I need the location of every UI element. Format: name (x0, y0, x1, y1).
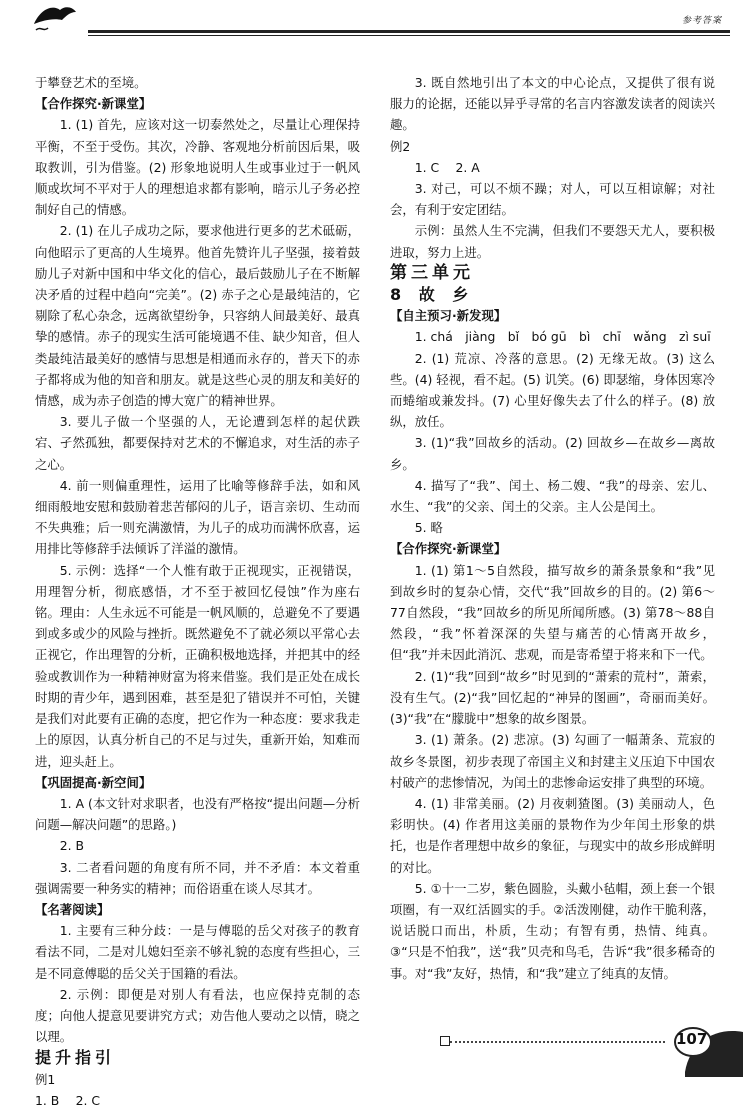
paragraph: 1. A (本文针对求职者，也没有严格按“提出问题—分析问题—解决问题”的思路。) (35, 795, 360, 833)
paragraph: 3. 二者看问题的角度有所不同，并不矛盾：本文着重强调需要一种务实的精神；而俗语重在谈人尽其才。 (35, 859, 360, 896)
paragraph: 示例：虽然人生不完满，但我们不要怨天尤人，要积极进取，努力上进。 (390, 223, 715, 260)
left-column (35, 72, 360, 1111)
paragraph: 3. (1)“我”回故乡的活动。(2) 回故乡—在故乡—离故乡。 (390, 435, 715, 472)
unit-title: 第三单元 (390, 262, 474, 283)
section-heading: 【自主预习·新发现】 (390, 308, 507, 324)
paragraph: 4. (1) 非常美丽。(2) 月夜刺猹图。(3) 美丽动人，色彩明快。(4) 作者用这美丽的景物作为少年闰土形象的烘托，也是作者理想中故乡的象征，与现实中的故乡形成鲜明的对比。 (390, 795, 715, 875)
lesson-title: 8 故 乡 (390, 285, 475, 305)
paragraph: 3. 对己，可以不烦不躁；对人，可以互相谅解；对社会，有利于安定团结。 (390, 181, 715, 218)
text-line: 例1 (35, 1071, 56, 1087)
paragraph: 1. chá jiàng bǐ bó gū bì chī wǎng zì suī (414, 329, 711, 345)
paragraph: 4. 前一则偏重理性，运用了比喻等修辞手法，如和风细雨般地安慰和鼓励着悲苦郁闷的儿子，语言亲切、生动而不失典雅；后一则充满激情，为儿子的成功而满怀欣喜，运用排比等修辞手法倾诉了洋溢的激情。 (35, 477, 360, 557)
paragraph: 3. (1) 萧条。(2) 悲凉。(3) 勾画了一幅萧条、荒寂的故乡冬景图，初步表现了帝国主义和封建主义压迫下中国农村破产的悲惨情况，为闰土的悲惨命运安排了典型的环境。 (390, 732, 715, 790)
section-heading: 【名著阅读】 (35, 901, 110, 917)
guide-title: 提升指引 (35, 1048, 116, 1068)
footer-square-icon (440, 1036, 450, 1046)
page-header (0, 0, 750, 46)
header-rule (88, 30, 730, 33)
paragraph: 2. (1)“我”回到“故乡”时见到的“萧索的荒村”，萧索，没有生气。(2)“我”回忆起的“神异的图画”，奇丽而美好。(3)“我”在“朦胧中”想象的故乡图景。 (390, 668, 715, 727)
paragraph: 5. ①十一二岁，紫色圆脸，头戴小毡帽，颈上套一个银项圈，有一双红活圆实的手。②活泼刚健，动作干脆利落，说话脱口而出，朴质，生动；有智有勇，热情、纯真。③“只是不怕我”，送“我”贝壳和鸟毛，告诉“我”很多稀奇的事。对“我”友好，热情，和“我”建立了纯真的友情。 (390, 880, 715, 981)
paragraph: 2. (1) 在儿子成功之际，要求他进行更多的艺术砥砺，向他昭示了更高的人生境界。他首先赞许儿子坚强，接着鼓励儿子对新中国和中华文化的信心，最后鼓励儿子在不断解决矛盾的过程中趋向“完美”。(2) 赤子之心是最纯洁的，它剔除了私心杂念，远离欲望纷争，只容纳人间最美好、最真挚的感情。赤子的现实生活可能境遇不佳、缺少知音，但人类最纯洁最美好的感情与思想是相通而永存的，普天下的赤子都将成为他的知音和朋友。就是这些心灵的朋友和美好的情感，成为赤子创造的博大宽广的精神世界。 (35, 223, 360, 409)
paragraph: 1. C 2. A (414, 159, 480, 175)
paragraph: 2. B (59, 838, 85, 854)
footer-dotted-rule (450, 1041, 665, 1043)
header-rule-thin (88, 35, 730, 36)
text-line: 例2 (390, 138, 411, 154)
section-heading: 【巩固提高·新空间】 (35, 774, 152, 790)
paragraph: 1. 主要有三种分歧：一是与傅聪的岳父对孩子的教育看法不同，二是对儿媳妇至亲不够礼貌的态度有些担心，三是不同意傅聪的岳父关于国籍的看法。 (35, 923, 360, 981)
paragraph: 2. 示例：即便是对别人有看法，也应保持克制的态度；向他人提意见要讲究方式；劝告他人要动之以情，晓之以理。 (35, 986, 360, 1045)
paragraph: 4. 描写了“我”、闰土、杨二嫂、“我”的母亲、宏儿、水生、“我”的父亲、闰土的父亲。主人公是闰土。 (390, 477, 715, 515)
paragraph: 3. 要儿子做一个坚强的人，无论遭到怎样的起伏跌宕、孑然孤独，都要保持对艺术的不懈追求，对生活的赤子之心。 (35, 414, 360, 472)
paragraph: 1. (1) 第1～5自然段，描写故乡的萧条景象和“我”见到故乡时的复杂心情，交代“我”回故乡的目的。(2) 第6～77自然段，“我”回故乡的所见所闻所感。(3) 第78～88自然段，“我”怀着深深的失望与痛苦的心情离开故乡，但“我”并未因此消沉、悲观，而是寄希望于将来和下一代。 (390, 562, 715, 663)
right-column (390, 72, 715, 984)
paragraph: 5. 略 (414, 520, 443, 536)
paragraph: 3. 既自然地引出了本文的中心论点，又提供了很有说服力的论据，还能以异乎寻常的名言内容激发读者的阅读兴趣。 (390, 75, 715, 133)
text-line: 1. B 2. C (35, 1092, 101, 1108)
section-heading: 【合作探究·新课堂】 (35, 96, 152, 112)
page-number: 107 (676, 1030, 708, 1048)
book-logo-icon (30, 2, 78, 36)
section-heading: 【合作探究·新课堂】 (390, 541, 507, 557)
paragraph: 5. 示例：选择“一个人惟有敢于正视现实，正视错误，用理智分析，彻底感悟，才不至于被回忆侵蚀”作为座右铭。理由：人生永远不可能是一帆风顺的，总避免不了要遇到或多或少的风险与挫折。既然避免不了就必须以平常心去正视它，作出理智的分析，正确积极地选择，并把其中的经验或教训作为一种精神财富为将来借鉴。我们是正处在成长时期的青少年，遇到困难，甚至是犯了错误并不可怕，关键是我们对此要有正确的态度，把它作为一种态度：要求我走上的原因，认真分析自己的不足与过失，重新开始，知难而进，迎头赶上。 (35, 562, 360, 769)
paragraph: 2. (1) 荒凉、冷落的意思。(2) 无缘无故。(3) 这么些。(4) 轻视，看不起。(5) 讥笑。(6) 即瑟缩，身体因寒冷而蜷缩或兼发抖。(7) 心里好像失去了什么的样子。(8) 放纵，放任。 (390, 350, 715, 430)
running-title: 参考答案 (681, 16, 722, 26)
paragraph: 1. (1) 首先，应该对这一切泰然处之，尽量让心理保持平衡，不至于受伤。其次，冷静、客观地分析前因后果，吸取教训，引为借鉴。(2) 形象地说明人生或事业过于一帆风顺或坎坷不平对于人的理想追求都有影响，暗示儿子务必控制好自己的情感。 (35, 117, 360, 218)
text-line: 于攀登艺术的至境。 (35, 75, 147, 90)
